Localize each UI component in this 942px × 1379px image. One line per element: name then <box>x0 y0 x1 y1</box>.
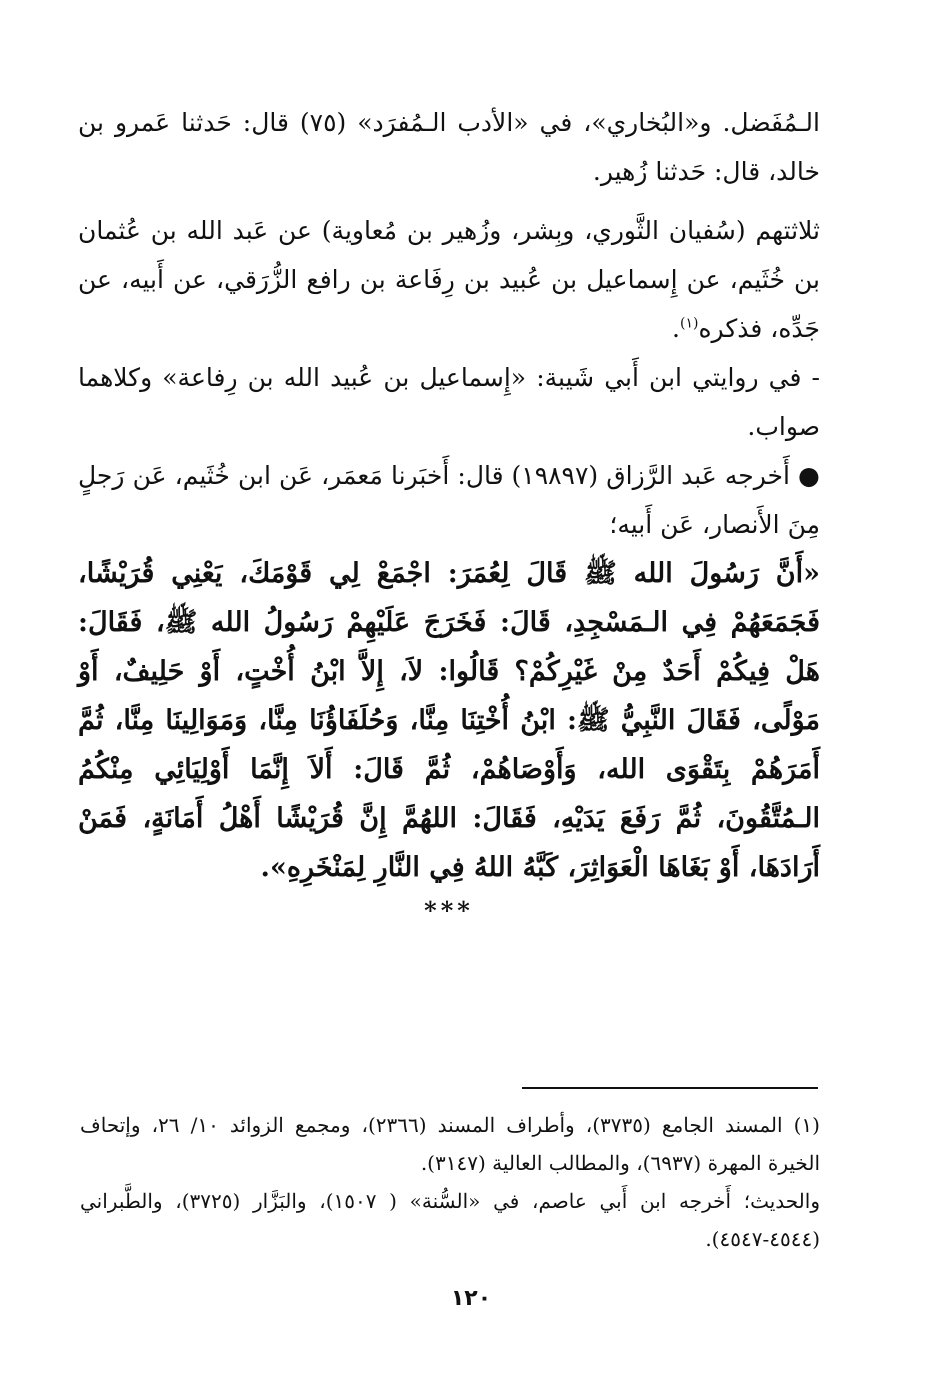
hadith-text: «أَنَّ رَسُولَ الله ﷺ قَالَ لِعُمَرَ: اجْمَعْ لِي قَوْمَكَ، يَعْنِي قُرَيْشًا، فَجَمَعَهُمْ فِي الـمَسْجِدِ، قَالَ: فَخَرَجَ عَلَيْهِمْ رَسُولُ الله ﷺ، فَقَالَ: هَلْ فِيكُمْ أَحَدٌ مِنْ غَيْرِكُمْ؟ قَالُوا: لاَ، إِلاَّ ابْنُ أُخْتٍ، أَوْ حَلِيفٌ، أَوْ مَوْلًى، فَقَالَ النَّبِيُّ ﷺ: ابْنُ أُخْتِنَا مِنَّا، وَحُلَفَاؤُنَا مِنَّا، وَمَوَالِينَا مِنَّا، ثُمَّ أَمَرَهُمْ بِتَقْوَى الله، وَأَوْصَاهُمْ، ثُمَّ قَالَ: أَلاَ إِنَّمَا أَوْلِيَائِي مِنْكُمُ الـمُتَّقُونَ، ثُمَّ رَفَعَ يَدَيْهِ، فَقَالَ: اللهُمَّ إِنَّ قُرَيْشًا أَهْلُ أَمَانَةٍ، فَمَنْ أَرَادَهَا، أَوْ بَغَاهَا الْعَوَاثِرَ، كَبَّهُ اللهُ فِي النَّارِ لِمَنْخَرِهِ». <box>78 558 821 883</box>
paragraph-2-text: ثلاثتهم (سُفيان الثَّوري، وبِشر، وزُهير بن مُعاوية) عن عَبد الله بن عُثمان بن خُثَيم، عن إِسماعيل بن عُبيد بن رِفَاعة بن رافع الزُّرَقي، عن أَبيه، عن جَدِّه، فذكره <box>78 216 820 343</box>
page-number: ١٢٠ <box>450 1286 492 1311</box>
footnote-1: (١) المسند الجامع (٣٧٣٥)، وأطراف المسند (٢٣٦٦)، ومجمع الزوائد ١٠/ ٢٦، وإتحاف الخيرة المهرة (٦٩٣٧)، والمطالب العالية (٣١٤٧). <box>80 1113 820 1175</box>
paragraph-4: ● أَخرجه عَبد الرَّزاق (١٩٨٩٧) قال: أَخبَرنا مَعمَر، عَن ابن خُثَيم، عَن رَجلٍ مِنَ الأَنصار، عَن أَبيه؛ <box>78 461 820 539</box>
footnote-divider <box>522 1087 818 1089</box>
footnote-2: والحديث؛ أَخرجه ابن أَبي عاصم، في «السُّنة» ( ١٥٠٧)، والبَزَّار (٣٧٢٥)، والطَّبراني (٤٥٤٤-٤٥٤٧). <box>80 1189 820 1251</box>
main-text <box>78 98 820 928</box>
footnote-reference: (١) <box>679 315 699 332</box>
paragraph-1: الـمُفَضل. و«البُخاري»، في «الأدب الـمُفرَد» (٧٥) قال: حَدثنا عَمرو بن خالد، قال: حَدثنا زُهير. <box>78 108 820 186</box>
paragraph-2-end: . <box>672 314 680 343</box>
footnotes <box>80 1106 820 1258</box>
section-separator: *** <box>424 896 474 925</box>
paragraph-3: - في روايتي ابن أَبي شَيبة: «إِسماعيل بن عُبيد الله بن رِفاعة» وكلاهما صواب. <box>78 363 820 441</box>
paragraph-2 <box>78 206 820 353</box>
